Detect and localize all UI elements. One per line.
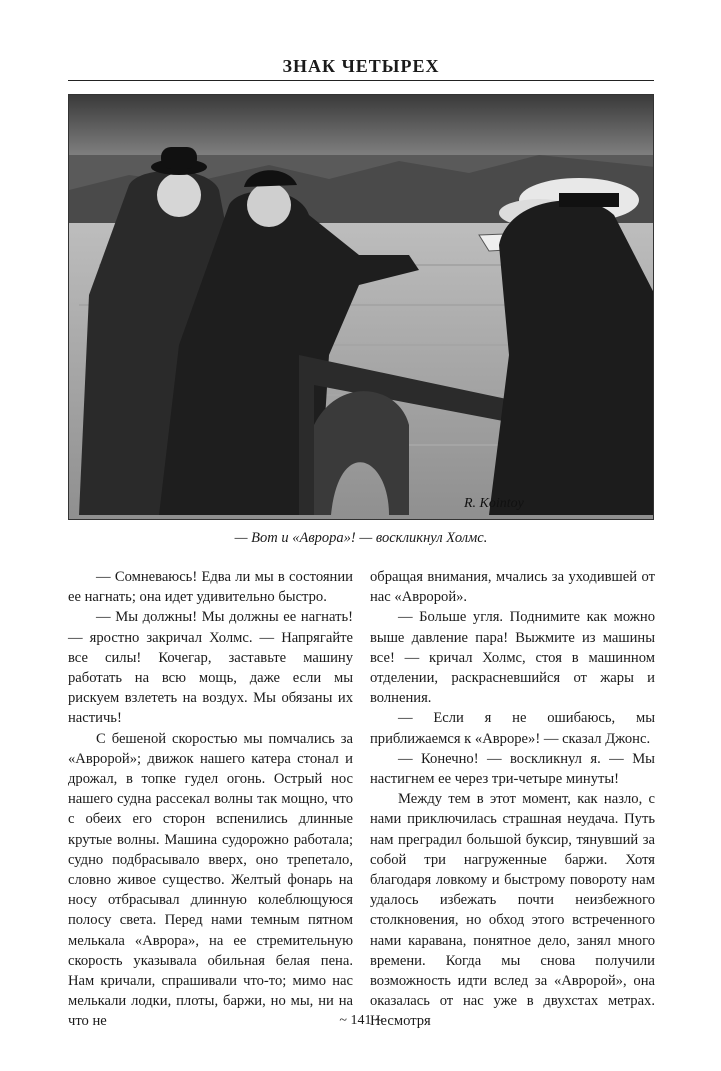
paragraph: — Если я не ошибаюсь, мы приближаемся к «Авроре»! — сказал Джонс. xyxy=(370,710,655,747)
illustration-caption: — Вот и «Аврора»! — воскликнул Холмс. xyxy=(234,530,488,546)
illustration-drawing xyxy=(69,95,654,520)
paragraph: обращая внимания, мчались за уходившей от нас «Авророй». xyxy=(370,569,655,606)
paragraph: Между тем в этот момент, как назло, с нами приключилась страшная неудача. Путь нам преградил большой буксир, тянувший за собой три нагруженные баржи. Хотя благодаря ловкому и быстрому повороту нам удалось избежать почти неизбежного столкновения, но обход этого встреченного нами каравана, понятное дело, занял много времени. Когда мы снова получили возможность идти вслед за «Авророй», она оказалась от нас уже в двухстах метрах. Несмотря xyxy=(370,791,655,1030)
illustration xyxy=(68,94,654,520)
left-column xyxy=(68,567,353,1032)
paragraph: — Сомневаюсь! Едва ли мы в состоянии ее нагнать; она идет удивительно быстро. xyxy=(68,569,353,606)
header-rule xyxy=(68,80,654,81)
paragraph: — Мы должны! Мы должны ее нагнать! — яростно закричал Холмс. — Напрягайте все силы! Кочегар, заставьте машину работать на всю мощь, даже если мы рискуем взлететь на воздух. Мы обязаны их настичь! xyxy=(68,609,353,727)
page-number: ~ 141 ~ xyxy=(339,1013,383,1028)
right-column xyxy=(370,567,655,1032)
paragraph: — Больше угля. Поднимите как можно выше давление пара! Выжмите из машины все! — кричал Холмс, стоя в машинном отделении, раскрасневшийся от жары и волнения. xyxy=(370,609,655,707)
paragraph: — Конечно! — воскликнул я. — Мы настигнем ее через три-четыре минуты! xyxy=(370,750,655,788)
paragraph: С бешеной скоростью мы помчались за «Авророй»; движок нашего катера стонал и дрожал, в топке гудел огонь. Острый нос нашего судна рассекал волны так мощно, что с обеих его сторон вспенились длинные крутые волны. Машина судорожно работала; судно подбрасывало вверх, оно трепетало, словно живое существо. Желтый фонарь на носу отбрасывал длинную колеблющуюся полосу света. Перед нами темным пятном мелькала «Аврора», на ее стремительную скорость указывала обильная белая пена. Нам кричали, спрашивали что-то; мимо нас мелькали лодки, плоты, баржи, но мы, ни на что не xyxy=(68,730,353,1030)
running-head: ЗНАК ЧЕТЫРЕХ xyxy=(282,56,440,76)
illustration-signature: R. Kointoy xyxy=(464,496,524,511)
